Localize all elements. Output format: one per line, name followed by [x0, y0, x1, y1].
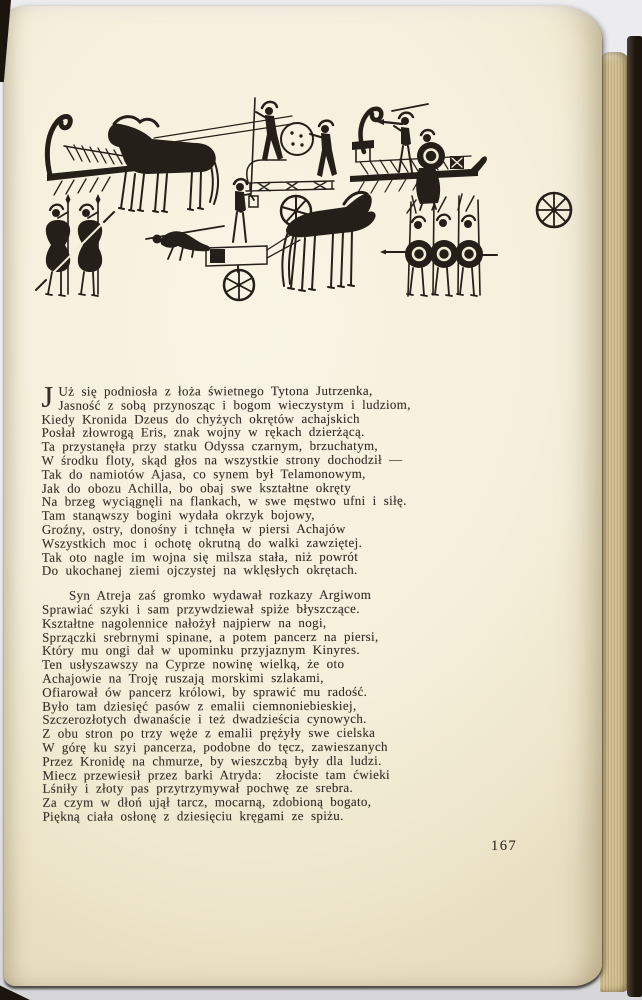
- poem-line: Z obu stron po trzy węże z emalii prężyły swe cielska: [42, 724, 376, 741]
- poem-line: Za czym w dłoń ujął tarcz, mocarną, zdobioną bogato,: [42, 793, 372, 810]
- poem-line: Miecz przewiesił przez barki Atryda: złociste tam ćwieki: [42, 766, 391, 783]
- poem-line: Sprawiać szyki i sam przywdziewał spiże błyszczące.: [41, 600, 360, 617]
- poem-line: Ta przystanęła przy statku Odyssa czarnym, brzuchatym,: [41, 438, 379, 454]
- vase-illustration: [34, 82, 574, 322]
- poem-line: Lśniły i złoty pas przytrzymywał pochwę ze srebra.: [42, 780, 354, 797]
- poem-line: Posłał złowrogą Eris, znak wojny w rękach dzierżącą.: [41, 424, 365, 441]
- poem-line: Jak do obozu Achilla, bo obaj swe kształtne okręty: [41, 479, 352, 496]
- poem-line: W górę ku szyi pancerza, podobne do tęcz, zawieszanych: [42, 738, 388, 755]
- poem-line: Piękną ciała osłonę z dziesięciu kręgami ze spiżu.: [42, 807, 344, 824]
- poem-line: Na brzeg wyciągnęli na flankach, w swe męstwo ufni i siłę.: [41, 493, 407, 510]
- page-number: 167: [491, 838, 518, 854]
- poem-line: Wszystkich moc i ochotę okrutną do walki zawziętej.: [41, 534, 363, 551]
- poem-line: Tam stanąwszy bogini wydała okrzyk bojowy,: [41, 507, 315, 523]
- poem-line: Szczerozłotych dwanaście i też dwadzieścia cynowych.: [42, 711, 367, 728]
- poem-line: Syn Atreja zaś gromko wydawał rozkazy Argiwom: [68, 587, 372, 603]
- poem-line: Achajowie na Troję ruszają morskimi szlakami,: [42, 669, 324, 686]
- drop-cap: J: [41, 380, 54, 414]
- poem-line: Było tam dziesięć pasów z emalii ciemnoniebieskiej,: [42, 697, 357, 714]
- poem-line: Który mu ongi dał w upominku przyjaznym Kinyres.: [42, 642, 361, 659]
- poem-text: [41, 380, 590, 824]
- poem-line: Do ukochanej ziemi ojczystej na wklęsłych okrętach.: [41, 562, 358, 579]
- poem-line: Kształtne nagolennice nałożył najpierw na nogi,: [42, 614, 327, 631]
- poem-line: Tak oto nagle im wojna się milsza stała, niż powrót: [41, 548, 359, 565]
- poem-line: Ten usłyszawszy na Cyprze nowinę wielką, że oto: [42, 656, 345, 672]
- poem-line: Uż się podniosła z łoża świetnego Tytona Jutrzenka,: [58, 382, 373, 399]
- poem-line: Sprzączki srebrnymi spinane, a potem pancerz na piersi,: [42, 628, 379, 645]
- book-cover-edge: [627, 36, 642, 997]
- stanza-1: [41, 380, 590, 579]
- poem-line: Ofiarował ów pancerz królowi, by sprawić mu radość.: [42, 683, 368, 700]
- poem-line: Kiedy Kronida Dzeus do chyżych okrętów achajskich: [41, 410, 360, 427]
- poem-line: Tak do namiotów Ajasa, co synem był Telamonowym,: [41, 465, 366, 482]
- book-page: [4, 6, 602, 986]
- poem-line: Groźny, ostry, donośny i tchnęła w piersi Achajów: [41, 520, 346, 537]
- poem-line: Jasność z sobą przynosząc i bogom wieczystym i ludziom,: [58, 396, 411, 413]
- poem-line: W środku floty, skąd głos na wszystkie strony dochodził —: [41, 451, 403, 468]
- stanza-2: [42, 587, 591, 823]
- poem-line: Przez Kronidę na chmurze, by wieszczbą były dla ludzi.: [42, 752, 382, 769]
- page-edges: [600, 52, 630, 992]
